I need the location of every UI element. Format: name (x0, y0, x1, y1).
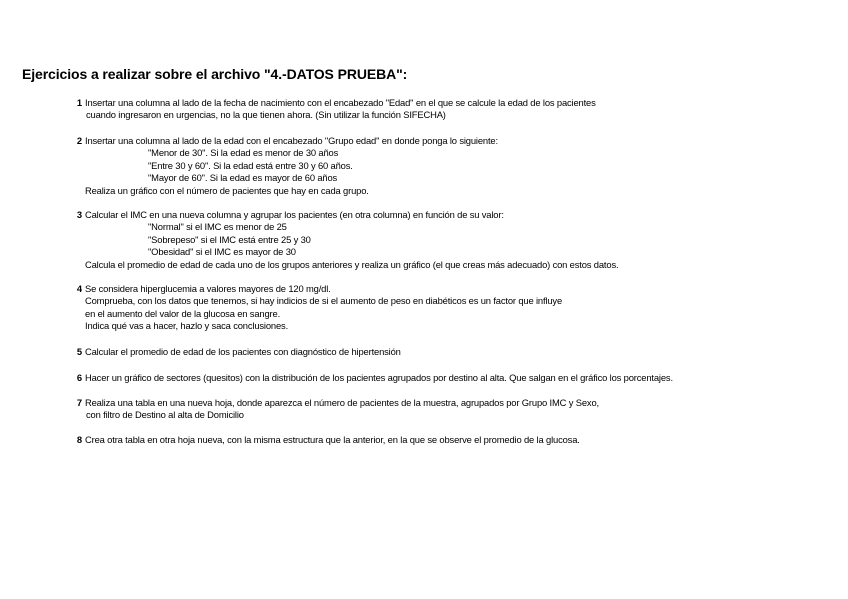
exercise-sub-item: "Menor de 30". Si la edad es menor de 30 años (148, 147, 339, 159)
exercise-line: Hacer un gráfico de sectores (quesitos) con la distribución de los pacientes agrupados por destino al alta. Que salgan en el gráfico los porcentajes. (85, 372, 673, 383)
exercise-line: Calcula el promedio de edad de cada uno de los grupos anteriores y realiza un gráfico (el que creas más adecuado) con estos datos. (85, 258, 619, 270)
exercise-line: cuando ingresaron en urgencias, no la que tienen ahora. (Sin utilizar la función SIFECHA) (86, 109, 446, 121)
exercise-line: Calcular el IMC en una nueva columna y agrupar los pacientes (en otra columna) en función de su valor: (85, 209, 504, 220)
exercise-2 (70, 135, 498, 197)
exercise-number: 4 (76, 283, 82, 294)
exercise-4 (70, 283, 562, 333)
exercise-number: 7 (76, 397, 82, 408)
exercise-sub-item: "Sobrepeso" si el IMC está entre 25 y 30 (148, 233, 311, 245)
exercise-sub-item: "Obesidad" si el IMC es mayor de 30 (148, 246, 296, 258)
exercise-line: Realiza una tabla en una nueva hoja, donde aparezca el número de pacientes de la muestra, agrupados por Grupo IMC y Sexo, (85, 397, 599, 408)
exercise-line: Insertar una columna al lado de la fecha de nacimiento con el encabezado "Edad" en el que se calcule la edad de los pacientes (85, 97, 596, 108)
exercise-5 (70, 346, 401, 358)
exercise-8 (70, 434, 580, 446)
exercise-line: Insertar una columna al lado de la edad con el encabezado "Grupo edad" en donde ponga lo siguiente: (85, 135, 498, 146)
exercise-line: Indica qué vas a hacer, hazlo y saca conclusiones. (85, 320, 289, 332)
exercise-sub-item: "Entre 30 y 60". Si la edad está entre 30 y 60 años. (148, 159, 353, 171)
exercise-number: 1 (76, 97, 82, 108)
exercise-7 (70, 397, 599, 422)
exercise-1 (70, 97, 596, 122)
exercise-line: Se considera hiperglucemia a valores mayores de 120 mg/dl. (85, 283, 331, 294)
exercise-6 (70, 372, 673, 384)
exercise-number: 2 (76, 135, 82, 146)
exercise-line: en el aumento del valor de la glucosa en sangre. (85, 307, 281, 319)
exercise-number: 8 (76, 434, 82, 445)
exercise-line: con filtro de Destino al alta de Domicilio (86, 409, 244, 421)
document-title: Ejercicios a realizar sobre el archivo "4.-DATOS PRUEBA": (22, 66, 408, 82)
exercise-line: Crea otra tabla en otra hoja nueva, con la misma estructura que la anterior, en la que se observe el promedio de la glucosa. (85, 434, 580, 445)
exercise-number: 6 (76, 372, 82, 383)
exercise-number: 5 (76, 346, 82, 357)
exercise-line: Calcular el promedio de edad de los pacientes con diagnóstico de hipertensión (85, 346, 401, 357)
exercise-line: Realiza un gráfico con el número de pacientes que hay en cada grupo. (85, 184, 369, 196)
exercise-sub-item: "Mayor de 60". Si la edad es mayor de 60 años (148, 172, 338, 184)
exercise-line: Comprueba, con los datos que tenemos, si hay indicios de si el aumento de peso en diabéticos es un factor que influye (85, 295, 563, 307)
exercise-3 (70, 209, 618, 271)
exercise-sub-item: "Normal" si el IMC es menor de 25 (148, 221, 287, 233)
exercise-number: 3 (76, 209, 82, 220)
